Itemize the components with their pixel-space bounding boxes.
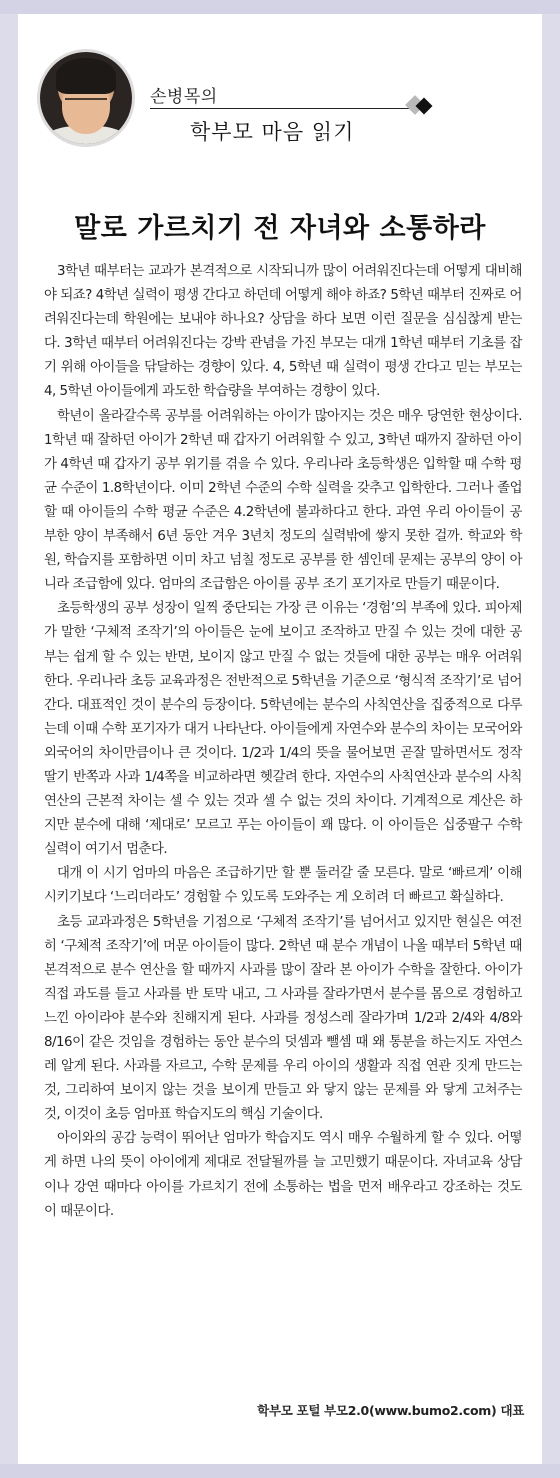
article-paragraph: 초등 교과과정은 5학년을 기점으로 ‘구체적 조작기’를 넘어서고 있지만 현실은 여전히 ‘구체적 조작기’에 머문 아이들이 많다. 2학년 때 분수 개념이 나올 때부터 5학년 때 본격적으로 분수 연산을 할 때까지 사과를 많이 잘라 본 아이가 수학을 잘한다. 아이가 직접 과도를 들고 사과를 반 토막 내고, 그 사과를 잘라가면서 분수를 몸으로 경험하고 느낀 아이라야 분수와 친해지게 된다. 사과를 정성스레 잘라가며 1/2과 2/4와 4/8와 8/16이 같은 것임을 경험하는 동안 분수의 덧셈과 뺄셈 때 왜 통분을 하는지도 자연스레 알게 된다. 사과를 자르고, 수학 문제를 우리 아이의 생활과 직접 연관 짓게 만드는 것, 그리하여 보이지 않는 것을 보이게 만들고 와 닿지 않는 문제를 와 닿게 고쳐주는 것, 이것이 초등 엄마표 학습지도의 핵심 기술이다. xyxy=(44,914,522,1123)
author-photo xyxy=(40,52,132,144)
article-paragraph: 3학년 때부터는 교과가 본격적으로 시작되니까 많이 어려워진다는데 어떻게 대비해야 되죠? 4학년 실력이 평생 간다고 하던데 어떻게 해야 하죠? 5학년 때부터 진짜로 어려워진다는데 학원에는 보내야 하나요? 상담을 하다 보면 이런 질문을 심심찮게 받는다. 3학년 때부터 어려워진다는 강박 관념을 가진 부모는 대개 1학년 때부터 기초를 잡기 위해 아이들을 닦달하는 경향이 있다. 4, 5학년 때 실력이 평생 간다고 믿는 부모는 4, 5학년 아이들에게 과도한 학습량을 부여하는 경향이 있다. xyxy=(44,264,522,400)
bottom-frame-bar xyxy=(0,1464,560,1478)
article-body xyxy=(44,260,522,1224)
article-paragraph: 아이와의 공감 능력이 뛰어난 엄마가 학습지도 역시 매우 수월하게 할 수 있다. 어떻게 하면 나의 뜻이 아이에게 제대로 전달될까를 늘 고민했기 때문이다. 자녀교육 상담이나 강연 때마다 아이를 가르치기 전에 소통하는 법을 먼저 배우라고 강조하는 것도 이 때문이다. xyxy=(44,1131,522,1219)
column-header xyxy=(40,52,500,156)
author-photo-glasses xyxy=(65,98,107,110)
article-paragraph: 학년이 올라갈수록 공부를 어려워하는 아이가 많아지는 것은 매우 당연한 현상이다. 1학년 때 잘하던 아이가 2학년 때 갑자기 어려워할 수 있고, 3학년 때까지 잘하던 아이가 4학년 때 갑자기 공부 위기를 겪을 수 있다. 우리나라 초등학생은 입학할 때 수학 평균 수준이 1.8학년이다. 이미 2학년 수준의 수학 실력을 갖추고 입학한다. 그러나 졸업할 때 아이들의 수학 평균 수준은 4.2학년에 불과하다고 한다. 과연 우리 아이들이 공부한 양이 부족해서 6년 동안 겨우 3년치 정도의 실력밖에 쌓지 못한 걸까. 학교와 학원, 학습지를 포함하면 이미 차고 넘칠 정도로 공부를 한 셈인데 문제는 공부의 양이 아니라 조급함에 있다. 엄마의 조급함은 아이를 공부 조기 포기자로 만들기 때문이다. xyxy=(44,408,522,593)
author-byline: 학부모 포털 부모2.0(www.bumo2.com) 대표 xyxy=(257,1403,524,1418)
author-photo-hair xyxy=(56,58,116,94)
article-paragraph: 대개 이 시기 엄마의 마음은 조급하기만 할 뿐 둘러갈 줄 모른다. 말로 ‘빠르게’ 이해시키기보다 ‘느리더라도’ 경험할 수 있도록 도와주는 게 오히려 더 빠르고 확실하다. xyxy=(44,866,522,906)
header-divider xyxy=(150,108,412,109)
article-paragraph: 초등학생의 공부 성장이 일찍 중단되는 가장 큰 이유는 ‘경험’의 부족에 있다. 피아제가 말한 ‘구체적 조작기’의 아이들은 눈에 보이고 조작하고 만질 수 있는 것에 대한 공부는 쉽게 할 수 있는 반면, 보이지 않고 만질 수 없는 것들에 대한 공부는 매우 어려워한다. 우리나라 초등 교육과정은 전반적으로 5학년을 기준으로 ‘형식적 조작기’로 넘어간다. 대표적인 것이 분수의 등장이다. 5학년에는 분수의 사칙연산을 집중적으로 다루는데 이때 수학 포기자가 대거 나타난다. 아이들에게 자연수와 분수의 차이는 모국어와 외국어의 차이만큼이나 큰 것이다. 1/2과 1/4의 뜻을 물어보면 곧잘 말하면서도 정작 딸기 반쪽과 사과 1/4쪽을 비교하라면 헷갈려 한다. 자연수의 사칙연산과 분수의 사칙연산의 근본적 차이는 셀 수 있는 것과 셀 수 없는 것의 차이다. 기계적으로 계산은 하지만 분수에 대해 ‘제대로’ 모르고 푸는 아이들이 꽤 많다. 이 아이들은 십중팔구 수학 실력이 여기서 멈춘다. xyxy=(44,601,522,858)
top-frame-bar xyxy=(0,0,560,14)
column-author: 손병목의 xyxy=(150,87,218,107)
column-series-title: 학부모 마음 읽기 xyxy=(190,120,355,144)
article-headline: 말로 가르치기 전 자녀와 소통하라 xyxy=(74,213,486,244)
